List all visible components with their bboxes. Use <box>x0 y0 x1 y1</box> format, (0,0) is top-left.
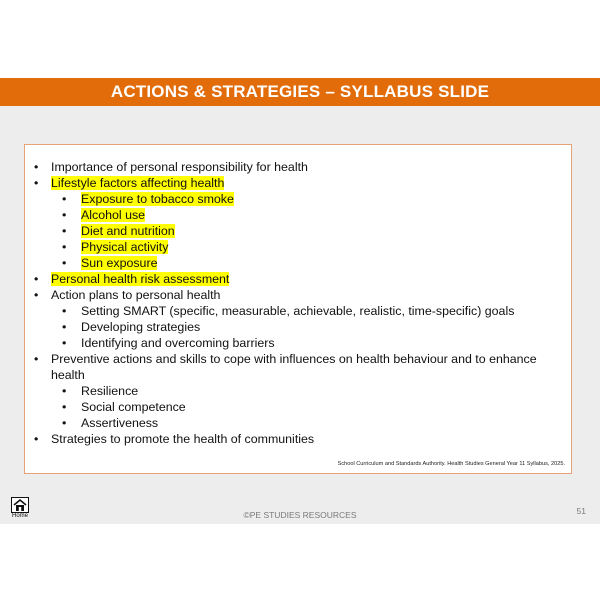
sub-list-item-text: Exposure to tobacco smoke <box>81 192 234 206</box>
sub-list-item <box>51 319 561 335</box>
sub-list-item <box>51 335 561 351</box>
sub-list-item <box>51 239 561 255</box>
list-item <box>33 431 561 447</box>
sub-list-item-text: Diet and nutrition <box>81 224 175 238</box>
list-item-text: Strategies to promote the health of communities <box>51 432 315 446</box>
sub-list-item-text: Physical activity <box>81 240 169 254</box>
sub-list-item <box>51 191 561 207</box>
list-item-text: Personal health risk assessment <box>51 272 230 286</box>
list-item-text: Importance of personal responsibility for health <box>51 160 308 174</box>
sub-list-item-text: Developing strategies <box>81 320 201 334</box>
sub-list-item-text: Alcohol use <box>81 208 146 222</box>
sub-list-item <box>51 399 561 415</box>
sub-list-item-text: Identifying and overcoming barriers <box>81 336 275 350</box>
list-item-text: Lifestyle factors affecting health <box>51 176 225 190</box>
sub-list-item <box>51 303 561 319</box>
syllabus-content-box <box>24 144 572 474</box>
list-item-text: Action plans to personal health <box>51 288 221 302</box>
sub-list-item <box>51 255 561 271</box>
page-number: 51 <box>576 506 586 516</box>
list-item <box>33 175 561 271</box>
list-item <box>33 271 561 287</box>
sub-list-item-text: Sun exposure <box>81 256 158 270</box>
page-title: ACTIONS & STRATEGIES – SYLLABUS SLIDE <box>110 82 490 101</box>
sub-list <box>51 303 561 351</box>
list-item <box>33 159 561 175</box>
list-item <box>33 351 561 431</box>
sub-list-item-text: Setting SMART (specific, measurable, achievable, realistic, time-specific) goals <box>81 304 515 318</box>
sub-list-item <box>51 207 561 223</box>
copyright-footer: ©PE STUDIES RESOURCES <box>243 510 357 520</box>
home-label: Home <box>11 513 28 519</box>
citation: School Curriculum and Standards Authority. Health Studies General Year 11 Syllabus, 2025. <box>337 461 565 467</box>
list-item <box>33 287 561 351</box>
sub-list-item <box>51 223 561 239</box>
sub-list <box>51 383 561 431</box>
sub-list-item-text: Resilience <box>81 384 139 398</box>
sub-list-item <box>51 383 561 399</box>
syllabus-list <box>33 159 561 447</box>
slide <box>0 78 600 524</box>
sub-list-item-text: Assertiveness <box>81 416 159 430</box>
sub-list-item-text: Social competence <box>81 400 186 414</box>
list-item-text: Preventive actions and skills to cope with influences on health behaviour and to enhance health <box>51 352 537 382</box>
sub-list <box>51 191 561 271</box>
title-banner <box>0 78 600 106</box>
sub-list-item <box>51 415 561 431</box>
